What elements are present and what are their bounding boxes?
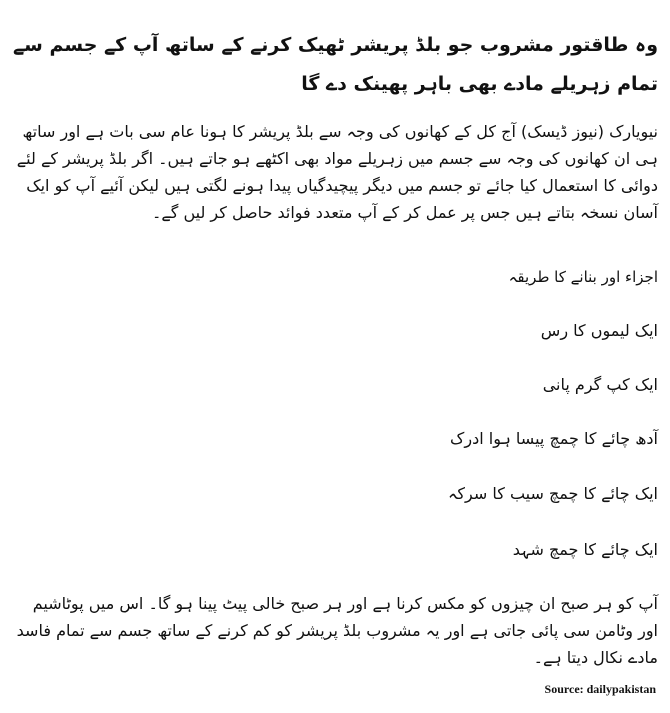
ingredient-item: ایک چائے کا چمچ شہد (512, 540, 658, 559)
ingredient-item: ایک لیموں کا رس (540, 321, 658, 340)
ingredient-item: آدھ چائے کا چمچ پیسا ہوا ادرک (450, 429, 658, 448)
intro-paragraph: نیویارک (نیوز ڈیسک) آج کل کے کھانوں کی وجہ سے بلڈ پریشر کا ہونا عام سی بات ہے اور ساتھ ہی ان کھانوں کی وجہ سے جسم میں زہریلے مواد بھی اکٹھے ہو جاتے ہیں۔ اگر بلڈ پریشر کے لئے دوائی کا استعمال کیا جائے تو جسم میں دیگر پیچیدگیاں پیدا ہونے لگتی ہیں لیکن آئیے آپ کو ایک آسان نسخہ بتاتے ہیں جس پر عمل کر کے آپ متعدد فوائد حاصل کر لیں گے۔ (16, 122, 658, 222)
ingredients-heading: اجزاء اور بنانے کا طریقہ (508, 268, 658, 286)
article-title: وہ طاقتور مشروب جو بلڈ پریشر ٹھیک کرنے کے ساتھ آپ کے جسم سے تمام زہریلے مادے بھی باہر پھینک دے گا (13, 34, 658, 95)
method-paragraph: آپ کو ہر صبح ان چیزوں کو مکس کرنا ہے اور ہر صبح خالی پیٹ پینا ہو گا۔ اس میں پوٹاشیم اور وٹامن سی پائی جاتی ہے اور یہ مشروب بلڈ پریشر کو کم کرنے کے ساتھ جسم سے تمام فاسد مادے نکال دیتا ہے۔ (16, 594, 658, 667)
ingredient-item: ایک کپ گرم پانی (542, 375, 658, 394)
source-credit: Source: dailypakistan (544, 682, 656, 696)
ingredient-item: ایک چائے کا چمچ سیب کا سرکہ (448, 484, 658, 503)
